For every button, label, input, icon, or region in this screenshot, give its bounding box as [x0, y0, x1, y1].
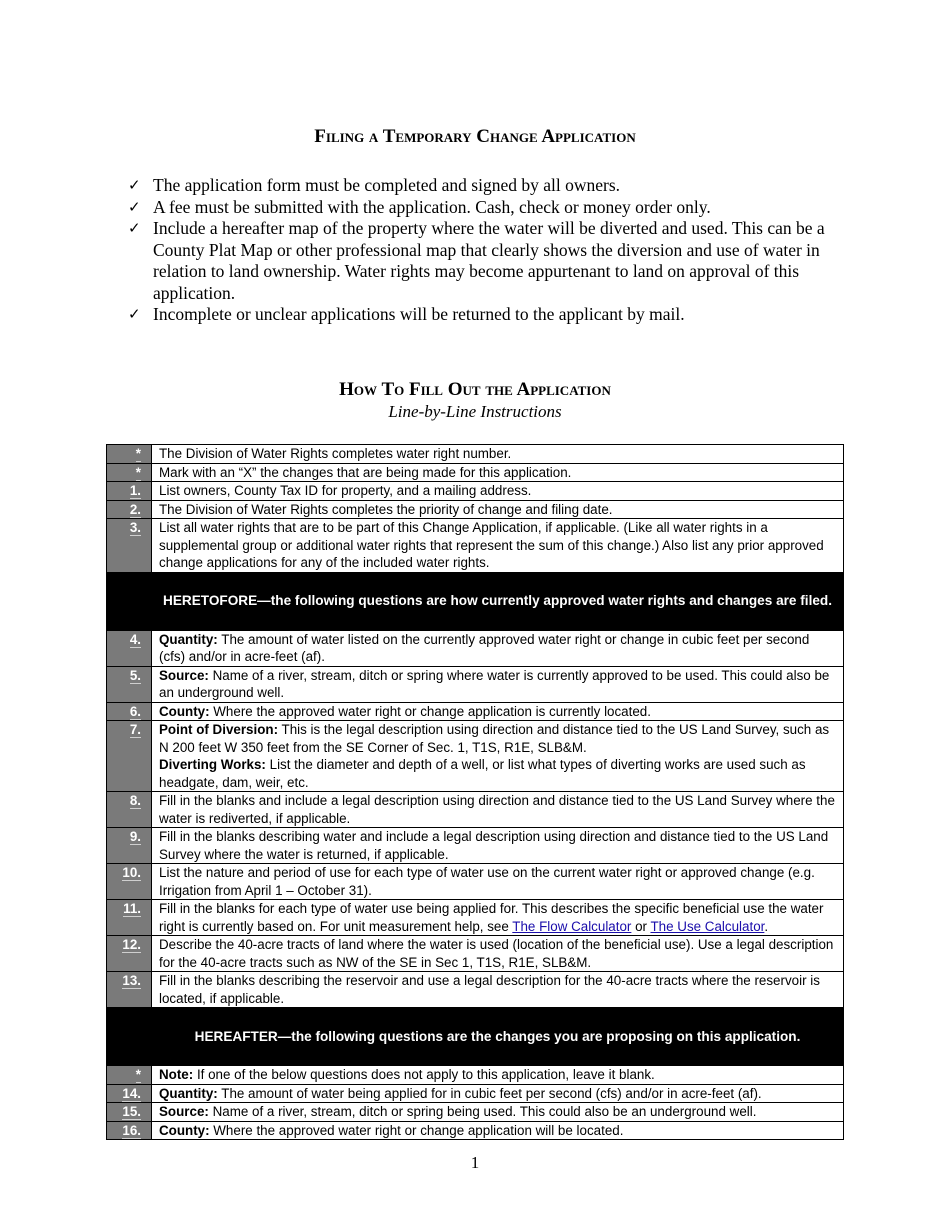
table-row [107, 936, 844, 972]
howto-subtitle: Line-by-Line Instructions [388, 402, 562, 421]
table-row [107, 666, 844, 702]
table-row [107, 702, 844, 721]
hereafter-band [107, 1008, 844, 1066]
row-number: 6. [107, 702, 152, 721]
checklist-item: ✓ Include a hereafter map of the property where the water will be diverted and used. This can be a County Plat Map or other professional map that clearly shows the diversion and use of water in relation to land ownership. Water rights may become appurtenant to land on approval of this application. [128, 218, 825, 303]
table-row [107, 1066, 844, 1085]
row-number: 3. [107, 519, 152, 573]
row-number: 2. [107, 500, 152, 519]
table-row [107, 630, 844, 666]
row-text: Source: Name of a river, stream, ditch or spring being used. This could also be an underground well. [152, 1103, 844, 1122]
row-text: The Division of Water Rights completes the priority of change and filing date. [152, 500, 844, 519]
row-text: Describe the 40-acre tracts of land where the water is used (location of the beneficial use). Use a legal description for the 40-acre tracts such as NW of the SE in Sec 1, T1S, R1E, SLB&M. [152, 936, 844, 972]
section-heading: HEREAFTER—the following questions are the changes you are proposing on this application. [152, 1008, 844, 1066]
table-row [107, 1121, 844, 1140]
row-number: 13. [107, 972, 152, 1008]
filing-checklist [128, 175, 828, 326]
table-row [107, 1103, 844, 1122]
table-row [107, 828, 844, 864]
row-number: * [107, 463, 152, 482]
row-text: Note: If one of the below questions does not apply to this application, leave it blank. [152, 1066, 844, 1085]
band-spacer [107, 1008, 152, 1066]
row-text: Fill in the blanks for each type of water use being applied for. This describes the specific beneficial use the water right is currently based on. For unit measurement help, see The Flow Calculator or The Use Calculator. [152, 900, 844, 936]
table-row [107, 792, 844, 828]
row-number: 7. [107, 721, 152, 792]
row-number: * [107, 445, 152, 464]
row-number: 5. [107, 666, 152, 702]
table-row [107, 864, 844, 900]
checklist-item: ✓ A fee must be submitted with the application. Cash, check or money order only. [128, 196, 711, 217]
table-row [107, 900, 844, 936]
row-text: The Division of Water Rights completes water right number. [152, 445, 844, 464]
row-number: 8. [107, 792, 152, 828]
table-row [107, 500, 844, 519]
howto-title: How To Fill Out the Application [339, 379, 611, 400]
row-number: 11. [107, 900, 152, 936]
row-number: 1. [107, 482, 152, 501]
row-number: 12. [107, 936, 152, 972]
section-heading: HERETOFORE—the following questions are how currently approved water rights and changes are filed. [152, 572, 844, 630]
table-row [107, 445, 844, 464]
row-text: List all water rights that are to be part of this Change Application, if applicable. (Like all water rights in a supplemental group or additional water rights that represent the sum of this change.) Also list any prior approved change applications for any of the included water rights. [152, 519, 844, 573]
row-text: Quantity: The amount of water listed on the currently approved water right or change in cubic feet per second (cfs) and/or in acre-feet (af). [152, 630, 844, 666]
row-text: Fill in the blanks and include a legal description using direction and distance tied to the US Land Survey where the water is rediverted, if applicable. [152, 792, 844, 828]
use-calculator-link[interactable]: The Use Calculator [650, 918, 765, 934]
table-row [107, 972, 844, 1008]
row-text: List owners, County Tax ID for property, and a mailing address. [152, 482, 844, 501]
checkmark-icon: ✓ [128, 219, 141, 237]
table-row [107, 519, 844, 573]
checkmark-icon: ✓ [128, 197, 141, 216]
row-text: Fill in the blanks describing water and include a legal description using direction and distance tied to the US Land Survey where the water is returned, if applicable. [152, 828, 844, 864]
row-text: Fill in the blanks describing the reservoir and use a legal description for the 40-acre tracts where the reservoir is located, if applicable. [152, 972, 844, 1008]
instructions-table [106, 444, 844, 1140]
row-text: Quantity: The amount of water being applied for in cubic feet per second (cfs) and/or in acre-feet (af). [152, 1084, 844, 1103]
row-text: Point of Diversion: This is the legal description using direction and distance tied to the US Land Survey, such as N 200 feet W 350 feet from the SE Corner of Sec. 1, T1S, R1E, SLB&M. Diverting Works: List the diameter and depth of a well, or list what types of diverting works are used such as headgate, dam, weir, etc. [152, 721, 844, 792]
table-row [107, 721, 844, 792]
filing-title: Filing a Temporary Change Application [314, 126, 636, 147]
checkmark-icon: ✓ [128, 176, 141, 194]
page-number: 1 [470, 1153, 480, 1172]
band-spacer [107, 572, 152, 630]
row-number: 15. [107, 1103, 152, 1122]
row-number: 16. [107, 1121, 152, 1140]
row-number: * [107, 1066, 152, 1085]
checklist-item: ✓ Incomplete or unclear applications will be returned to the applicant by mail. [128, 304, 685, 324]
table-row [107, 482, 844, 501]
table-row [107, 463, 844, 482]
table-row [107, 1084, 844, 1103]
flow-calculator-link[interactable]: The Flow Calculator [512, 918, 632, 934]
checkmark-icon: ✓ [128, 305, 141, 323]
checklist-item: ✓ The application form must be completed and signed by all owners. [128, 175, 621, 195]
row-text: County: Where the approved water right or change application will be located. [152, 1121, 844, 1140]
row-number: 9. [107, 828, 152, 864]
row-text: County: Where the approved water right or change application is currently located. [152, 702, 844, 721]
row-number: 10. [107, 864, 152, 900]
row-text: Mark with an “X” the changes that are being made for this application. [152, 463, 844, 482]
row-number: 4. [107, 630, 152, 666]
row-text: List the nature and period of use for each type of water use on the current water right or approved change (e.g. Irrigation from April 1 – October 31). [152, 864, 844, 900]
heretofore-band [107, 572, 844, 630]
row-number: 14. [107, 1084, 152, 1103]
row-text: Source: Name of a river, stream, ditch or spring where water is currently approved to be used. This could also be an underground well. [152, 666, 844, 702]
